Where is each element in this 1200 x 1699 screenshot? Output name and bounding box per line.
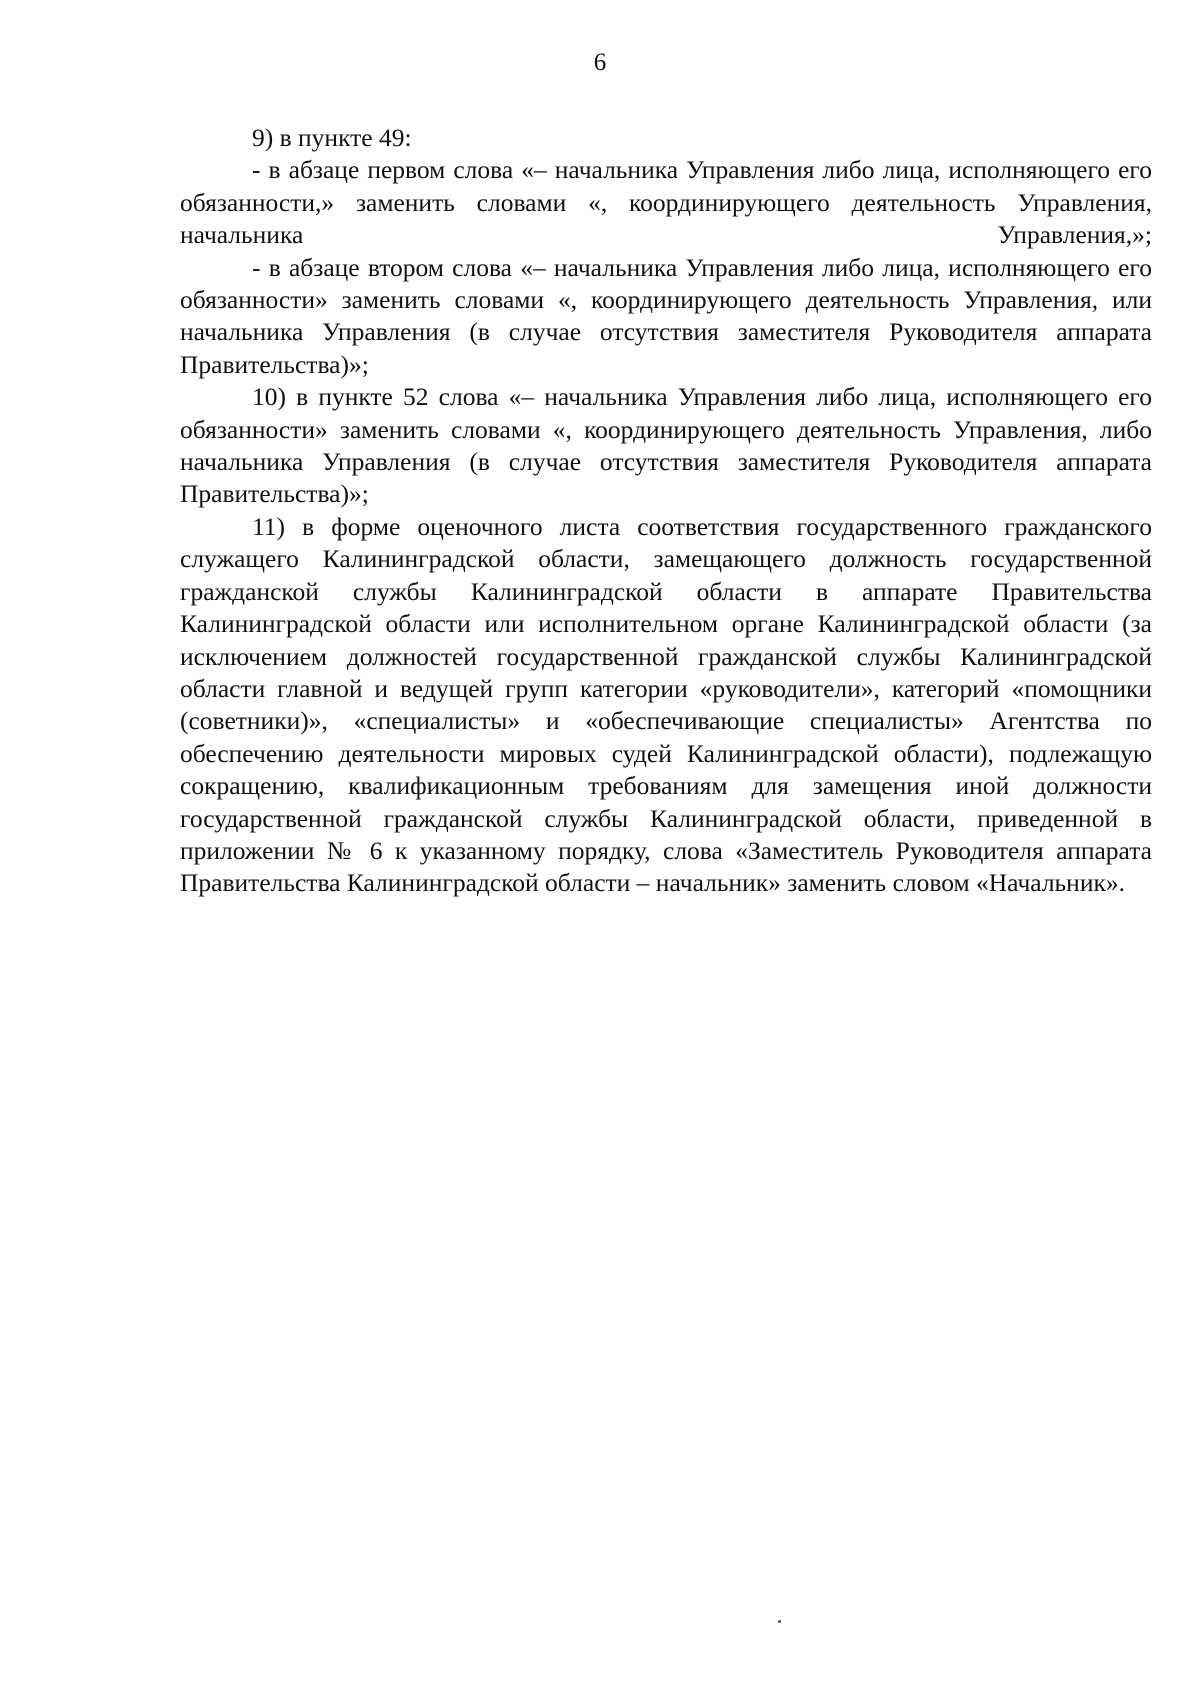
paragraph-item-10 (180, 381, 1152, 511)
text-line: государственной гражданской службы Калининградской области, приведенной (180, 803, 1119, 833)
page-number: 6 (593, 49, 607, 76)
text-line: Управления, либо начальника Управления (в случае отсутствия заместителя (180, 414, 1152, 477)
text-line: - в абзаце первом слова «– начальника Управления либо лица, (252, 155, 941, 185)
text-line: деятельности мировых судей Калининградской области), подлежащую (338, 738, 1152, 768)
paragraph-item-9 (180, 122, 1152, 154)
text-line: заместителя Руководителя аппарата Правительства)»; (180, 317, 1153, 379)
text-line: Руководителя аппарата Правительства)»; (180, 447, 1152, 509)
text-line: деятельность Управления, или начальника Управления (в случае отсутствия (180, 285, 1153, 347)
text-line: категории «руководители», категорий «помощники (советники)», (180, 673, 1153, 736)
paragraph-item-9-second-indent (180, 252, 1152, 382)
text-line: аппарата Правительства Калининградской области – начальник» заменить (180, 835, 1152, 898)
text-line: исполняющего его обязанности,» заменить словами «, координирующего (180, 155, 1152, 217)
text-line: деятельность Управления, начальника Управления,»; (180, 187, 1153, 250)
text-line: гражданской службы Калининградской области главной и ведущей групп (180, 641, 1152, 703)
text-line: его обязанности» заменить словами «, координирующего деятельность (180, 382, 1153, 444)
text-line: - в абзаце втором слова «– начальника Управления либо лица, (252, 252, 940, 282)
paragraph-item-9-first-indent (180, 154, 1152, 251)
text-line: сокращению, квалификационным требованиям для замещения иной должности (180, 771, 1152, 801)
text-line: гражданского служащего Калининградской области, замещающего должность (180, 511, 1153, 574)
text-line: в приложении № 6 к указанному порядку, слова «Заместитель Руководителя (180, 803, 1153, 865)
scan-speck (778, 1620, 781, 1623)
text-line: 11) в форме оценочного листа соответствия государственного (252, 511, 988, 541)
text-line: Калининградской области (за исключением должностей государственной (180, 609, 1152, 671)
text-line: «специалисты» и «обеспечивающие специалисты» Агентства по обеспечению (180, 706, 1152, 768)
paragraph-item-11 (180, 511, 1152, 900)
text-line: словом «Начальник». (892, 868, 1125, 898)
text-line: исполняющего его обязанности» заменить словами «, координирующего (180, 252, 1152, 315)
text-line: 10) в пункте 52 слова «– начальника Управления либо лица, исполняющего (252, 382, 1108, 412)
text-line: государственной гражданской службы Калининградской области в аппарате (180, 544, 1153, 606)
document-body (180, 122, 1152, 900)
text-line: Правительства Калининградской области или исполнительном органе (180, 576, 1152, 639)
text-line: 9) в пункте 49: (252, 123, 412, 152)
